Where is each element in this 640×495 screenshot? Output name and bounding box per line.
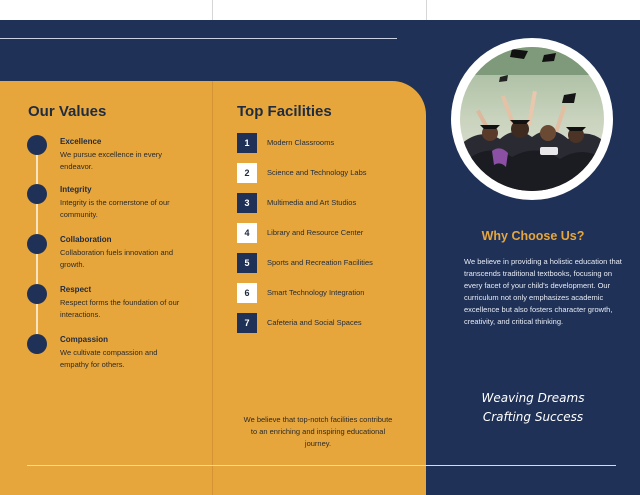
values-title: Our Values [28,103,107,120]
panel-fold-top-2 [426,0,427,20]
tagline-line-1: Weaving Dreams [481,391,585,405]
value-desc: We cultivate compassion and empathy for others. [60,348,158,369]
facility-number: 1 [237,133,257,153]
bottom-rule [27,465,616,466]
value-dot [27,135,47,155]
value-desc: Collaboration fuels innovation and growth. [60,248,173,269]
facility-row [237,133,417,153]
facility-row [237,253,417,273]
why-text: We believe in providing a holistic education that transcends traditional textbooks, focusing on every facet of your child's development. Our curriculum not only emphasizes academic excellence but also fosters character growth, creativity, and critical thinking. [464,257,622,326]
tagline [426,389,640,427]
value-name: Collaboration [60,235,112,244]
facility-number: 3 [237,193,257,213]
facility-label: Multimedia and Art Studios [267,198,357,207]
value-dot [27,234,47,254]
facility-row [237,283,417,303]
facility-label: Sports and Recreation Facilities [267,258,373,267]
panel-fold-top-1 [212,0,213,20]
why-title: Why Choose Us? [481,229,585,243]
value-desc: We pursue excellence in every endeavor. [60,150,162,171]
value-dot [27,334,47,354]
facilities-note: We believe that top-notch facilities contribute to an enriching and inspiring educational journey. [243,415,393,448]
facility-label: Modern Classrooms [267,138,335,147]
facility-number: 6 [237,283,257,303]
facility-row [237,223,417,243]
facility-row [237,313,417,333]
facility-label: Library and Resource Center [267,228,364,237]
value-name: Respect [60,285,92,294]
value-name: Excellence [60,137,102,146]
panel-fold-line [212,81,213,495]
facility-number: 7 [237,313,257,333]
value-desc: Integrity is the cornerstone of our community. [60,198,170,219]
value-name: Integrity [60,185,92,194]
facility-row [237,163,417,183]
facilities-title: Top Facilities [237,103,332,120]
header-rule [0,38,397,39]
top-strip [0,0,640,20]
facility-number: 2 [237,163,257,183]
facility-number: 4 [237,223,257,243]
value-dot [27,184,47,204]
facility-label: Science and Technology Labs [267,168,367,177]
value-desc: Respect forms the foundation of our interactions. [60,298,180,319]
facility-number: 5 [237,253,257,273]
facility-label: Smart Technology Integration [267,288,365,297]
value-dot [27,284,47,304]
value-name: Compassion [60,335,109,344]
facility-row [237,193,417,213]
graduation-photo [460,47,604,191]
facility-label: Cafeteria and Social Spaces [267,318,362,327]
tagline-line-2: Crafting Success [482,410,584,424]
